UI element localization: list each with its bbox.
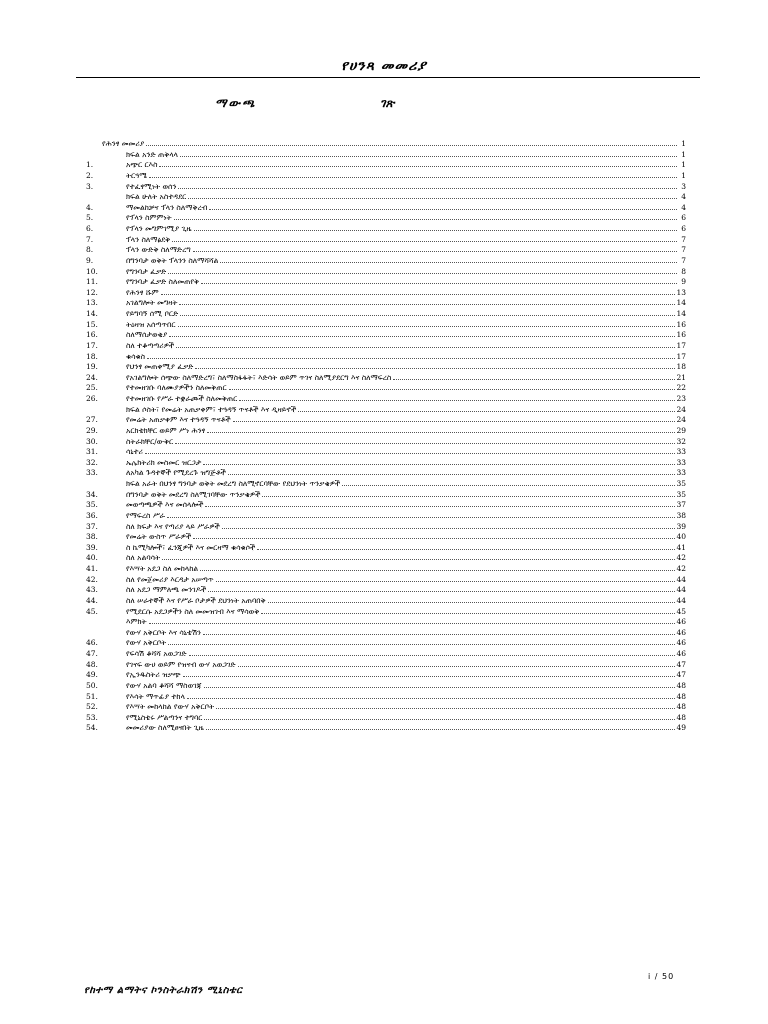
toc-entry-title: ስለ አደጋ ማምለጫ መንገዶች (126, 585, 207, 595)
toc-leader-dots (238, 660, 676, 667)
toc-leader-dots (175, 437, 675, 444)
toc-entry-title: የግንባታ ፈቃድ (126, 266, 167, 276)
toc-entry[interactable] (86, 585, 686, 596)
toc-entry-number: 18. (86, 351, 98, 361)
toc-leader-dots (393, 373, 675, 380)
toc-entry[interactable] (86, 649, 686, 660)
toc-entry-title: አገልግሎት መግዛት (126, 298, 178, 308)
toc-entry[interactable] (86, 352, 686, 363)
toc-entry[interactable] (86, 341, 686, 352)
toc-entry-number: 51. (86, 691, 98, 701)
toc-entry[interactable] (86, 575, 686, 586)
toc-entry-number: 10. (86, 266, 98, 276)
toc-entry-page: 48 (676, 712, 686, 722)
toc-entry-number: 30. (86, 436, 98, 446)
toc-entry-number: 38. (86, 532, 98, 542)
toc-leader-dots (149, 617, 676, 624)
toc-entry-title: የተመዘገቡ ባለሙያዎችን ስለመቅጠር (126, 383, 227, 393)
toc-entry-number: 43. (86, 585, 98, 595)
toc-entry-number: 14. (86, 309, 98, 318)
toc-entry-number: 52. (86, 702, 98, 712)
toc-leader-dots (203, 458, 675, 465)
toc-entry-number: 39. (86, 542, 98, 552)
toc-entry[interactable] (86, 692, 686, 703)
toc-leader-dots (207, 426, 675, 433)
toc-leader-dots (268, 596, 676, 603)
toc-leader-dots (167, 511, 676, 518)
toc-entry[interactable] (86, 256, 686, 267)
toc-entry-page: 45 (676, 606, 686, 616)
toc-entry-title: የማፍረስ ሥራ (126, 510, 165, 520)
toc-leader-dots (189, 649, 676, 656)
toc-leader-dots (216, 702, 675, 709)
toc-entry[interactable] (86, 160, 686, 171)
toc-entry-number: 1. (86, 160, 94, 170)
toc-entry[interactable] (86, 437, 686, 448)
toc-entry-number: 34. (86, 489, 98, 499)
toc-entry-title: መወጣጫዎች እና መሰላሎች (126, 500, 204, 510)
toc-leader-dots (146, 139, 677, 146)
toc-entry[interactable] (86, 394, 686, 405)
toc-entry-page: 1 (681, 170, 686, 180)
toc-entry-page: 35 (676, 489, 686, 499)
toc-entry-title: ስለ ክፍታ እና የጣሪያ ላይ ሥራዎች (126, 521, 220, 531)
toc-entry-page: 44 (676, 574, 686, 584)
toc-entry-page: 47 (676, 659, 686, 669)
toc-leader-dots (216, 575, 676, 582)
toc-entry-number: 40. (86, 553, 98, 563)
toc-entry-title: የሚደርሱ አደጋዎችን ስለ መመዝገብ እና ማሳወቅ (126, 606, 260, 616)
toc-leader-dots (145, 447, 676, 454)
toc-entry[interactable] (86, 171, 686, 182)
toc-entry-page: 44 (676, 585, 686, 595)
toc-leader-dots (262, 490, 675, 497)
toc-entry-number: 25. (86, 383, 98, 393)
toc-entry-number: 6. (86, 224, 94, 233)
toc-entry-page: 33 (676, 457, 686, 467)
toc-entry-number: 32. (86, 457, 98, 467)
toc-entry[interactable] (86, 213, 686, 224)
toc-entry[interactable] (86, 426, 686, 437)
toc-entry-page: 14 (676, 298, 686, 308)
toc-entry-title: የእሣት አደጋ ስለ መከላከል (126, 564, 199, 573)
toc-leader-dots (188, 192, 677, 199)
toc-leader-dots (178, 320, 676, 327)
toc-entry-title: የፕላን መግምገሚያ ጊዜ (126, 224, 192, 233)
toc-entry-number: 37. (86, 521, 98, 531)
toc-entry-number: 53. (86, 712, 98, 722)
footer-ministry-name: የከተማ ልማትና ኮንስትራክሽን ሚኒስቴር (84, 985, 243, 996)
toc-entry-title: ቁሳቁስ (126, 351, 146, 361)
toc-leader-dots (342, 479, 675, 486)
toc-entry-number: 50. (86, 680, 98, 690)
toc-leader-dots (204, 713, 675, 720)
toc-entry[interactable] (86, 670, 686, 681)
toc-entry[interactable] (86, 638, 686, 649)
toc-leader-dots (149, 171, 677, 178)
toc-entry[interactable] (86, 596, 686, 607)
toc-entry-page: 39 (676, 521, 686, 531)
toc-entry-title: የውሃ አቅርቦት እና ሳኒቴሽን (126, 627, 201, 637)
document-title: የሀንጻ መመሪያ (341, 58, 427, 74)
toc-leader-dots (168, 638, 675, 645)
toc-leader-dots (298, 405, 675, 412)
toc-entry-page: 47 (676, 670, 686, 680)
toc-entry-title: ስለ አልባሳት (126, 553, 161, 563)
toc-leader-dots (200, 564, 675, 571)
toc-entry-page: 42 (676, 564, 686, 573)
toc-entry[interactable] (86, 458, 686, 469)
toc-leader-dots (159, 160, 677, 167)
toc-entry[interactable] (86, 405, 686, 416)
toc-entry-title: በግንባታ ወቅት መደረግ ስለሚገባቸው ጥንቃቄዎች (126, 489, 261, 499)
toc-entry-number: 54. (86, 723, 98, 733)
toc-entry[interactable] (86, 224, 686, 235)
toc-entry-number: 44. (86, 595, 98, 605)
toc-leader-dots (209, 203, 677, 210)
toc-leader-dots (220, 256, 677, 263)
toc-entry-page: 37 (676, 500, 686, 510)
toc-leader-dots (174, 213, 677, 220)
toc-entry[interactable] (86, 267, 686, 278)
toc-entry-page: 9 (681, 277, 686, 287)
toc-entry[interactable] (86, 139, 686, 150)
toc-leader-dots (162, 553, 675, 560)
toc-entry-page: 21 (676, 372, 686, 382)
toc-entry[interactable] (86, 415, 686, 426)
toc-entry-title: የህንፃ መጠቀሚያ ፈቃድ (126, 362, 194, 372)
toc-leader-dots (172, 235, 677, 242)
toc-entry-page: 29 (676, 425, 686, 435)
toc-entry[interactable] (86, 182, 686, 193)
toc-entry-title: የእሣት መከላከል የውሃ አቅርቦት (126, 702, 215, 712)
toc-entry-title: የፕላን ስምምነት (126, 213, 172, 223)
toc-entry-number: 27. (86, 415, 98, 425)
toc-entry-page: 7 (681, 234, 686, 244)
toc-entry[interactable] (86, 543, 686, 554)
toc-leader-dots (228, 468, 675, 475)
toc-entry-title: የውሃ አልባ ቆሻሻ ማስወገጃ (126, 680, 202, 690)
toc-entry[interactable] (86, 288, 686, 299)
toc-entry-page: 44 (676, 595, 686, 605)
toc-leader-dots (194, 224, 678, 231)
toc-entry-page: 1 (681, 139, 686, 148)
toc-entry-page: 1 (681, 160, 686, 170)
toc-page-heading: ገጽ (380, 96, 395, 110)
toc-entry-number: 49. (86, 670, 98, 680)
page-number: i / 50 (648, 972, 675, 981)
table-of-contents (86, 139, 686, 734)
toc-entry-page: 48 (676, 691, 686, 701)
toc-entry[interactable] (86, 628, 686, 639)
toc-entry-page: 13 (676, 287, 686, 297)
toc-leader-dots (204, 681, 676, 688)
toc-entry-title: የተፈፃሚነት ወሰን (126, 181, 177, 191)
toc-leader-dots (208, 585, 675, 592)
toc-entry-number: 7. (86, 234, 94, 244)
toc-entry-page: 6 (681, 213, 686, 223)
toc-entry-number: 19. (86, 362, 98, 372)
toc-entry-page: 18 (676, 362, 686, 372)
toc-entry-page: 46 (676, 617, 686, 627)
toc-entry-number: 42. (86, 574, 98, 584)
toc-leader-dots (239, 394, 675, 401)
toc-entry[interactable] (86, 607, 686, 618)
toc-entry[interactable] (86, 235, 686, 246)
toc-leader-dots (169, 330, 675, 337)
toc-entry-title: ስለ ሠራተኞች እና የሥራ ቦታዎች ደህንነት አጠባበቅ (126, 595, 266, 605)
toc-entry-number: 26. (86, 394, 98, 403)
toc-entry-page: 8 (681, 266, 686, 276)
toc-entry-title: የግንባታ ፈቃድ ስለመጠየቅ (126, 277, 200, 287)
toc-entry-page: 40 (676, 532, 686, 542)
toc-entry-title: የፍሳሽ ቆሻሻ አወጋገድ (126, 649, 187, 658)
toc-entry-page: 7 (681, 255, 686, 265)
toc-entry-number: 2. (86, 170, 94, 180)
toc-entry-page: 17 (676, 340, 686, 350)
toc-entry-page: 22 (676, 383, 686, 393)
toc-entry-page: 16 (676, 330, 686, 340)
toc-entry-number: 4. (86, 202, 94, 212)
toc-entry-number: 35. (86, 500, 98, 510)
toc-entry-page: 32 (676, 436, 686, 446)
toc-entry-title: የተመዘገቡ የሥራ ተቋራጮች ስለመቅጠር (126, 394, 238, 403)
toc-entry[interactable] (86, 660, 686, 671)
toc-entry-page: 48 (676, 680, 686, 690)
toc-entry-number: 29. (86, 425, 98, 435)
toc-leader-dots (193, 532, 675, 539)
toc-entry[interactable] (86, 330, 686, 341)
toc-entry-title: ስለማሰታወቂያ (126, 330, 168, 340)
toc-entry[interactable] (86, 245, 686, 256)
toc-entry-title: ለአካል ጉዳተኞች የሚደረጉ ዝግጅቶች (126, 468, 226, 478)
toc-entry-title: የውሃ አቅርቦት (126, 638, 167, 648)
toc-entry-number: 13. (86, 298, 98, 308)
toc-entry[interactable] (86, 702, 686, 713)
toc-entry-number: 46. (86, 638, 98, 648)
toc-entry-page: 16 (676, 319, 686, 329)
toc-entry-title: ፕላን ውድቅ ስለማድረግ (126, 245, 191, 255)
toc-entry-title: ክፍል አንድ ጠቅላላ (126, 149, 179, 159)
toc-entry[interactable] (86, 320, 686, 331)
toc-entry-title: ፕላን ስለማፅደቅ (126, 234, 171, 244)
toc-entry-title: ስለ ተቆጣጣሪዎች (126, 340, 175, 350)
toc-entry[interactable] (86, 713, 686, 724)
toc-entry-page: 49 (676, 723, 686, 733)
toc-entry[interactable] (86, 362, 686, 373)
toc-entry-page: 41 (676, 542, 686, 552)
toc-entry-title: አርክቴክቸር ወይም ሥነ ሕንፃ (126, 425, 206, 435)
toc-entry-page: 4 (681, 192, 686, 202)
toc-entry-number: 16. (86, 330, 98, 340)
toc-entry[interactable] (86, 511, 686, 522)
toc-entry-title: የእሳት ማጥፊያ ተከላ (126, 691, 185, 701)
toc-entry-title: የይግባኝ ሰሚ ቦርድ (126, 309, 179, 318)
toc-entry-title: ክፍል አራት በህንፃ ግንባታ ወቅት መደረግ ስለሚኖርባቸው የደህንነት ጥንቃቄዎች (126, 479, 341, 488)
toc-leader-dots (261, 607, 675, 614)
toc-entry-page: 38 (676, 510, 686, 520)
toc-heading: ማውጫ (215, 96, 257, 110)
toc-entry-number: 36. (86, 510, 98, 520)
toc-leader-dots (183, 670, 676, 677)
toc-entry-title: የሚኒስቴሩ ሥልጣንና ተግባር (126, 712, 203, 722)
toc-leader-dots (180, 150, 677, 157)
toc-leader-dots (195, 362, 675, 369)
toc-entry-number: 3. (86, 181, 94, 191)
toc-leader-dots (178, 182, 677, 189)
toc-entry-number: 31. (86, 447, 98, 457)
toc-entry-page: 48 (676, 702, 686, 712)
toc-entry-number: 8. (86, 245, 94, 255)
toc-entry-page: 46 (676, 649, 686, 658)
toc-leader-dots (187, 692, 676, 699)
toc-leader-dots (229, 383, 676, 390)
toc-entry[interactable] (86, 447, 686, 458)
toc-entry-title: ትዕዛዝ አሰጣጥበር (126, 319, 176, 329)
toc-entry-page: 24 (676, 404, 686, 414)
toc-entry[interactable] (86, 277, 686, 288)
toc-leader-dots (168, 267, 677, 274)
toc-entry[interactable] (86, 373, 686, 384)
toc-entry-title: ማመልከቻና ፕላን ስለማቅረብ (126, 202, 208, 212)
toc-entry-title: የአገልግሎት ሰጭው ስለማድረግ፣ ስለማስፋፋት፣ እድሳት ወይም ጥገና ስለሚያደርግ እና ስለማፍረስ (126, 372, 392, 382)
toc-entry-title: የሕንፃ ሹም (126, 287, 159, 297)
toc-entry-title: ኤሌክትሪክ መስመር ዝርጋታ (126, 457, 202, 467)
toc-entry-title: ክፍል ሁለት አስተዳደር (126, 192, 187, 202)
toc-entry-page: 14 (676, 309, 686, 318)
toc-entry[interactable] (86, 309, 686, 320)
toc-entry-title: ትርጓሜ (126, 170, 147, 180)
toc-entry-number: 24. (86, 372, 98, 382)
toc-entry-page: 46 (676, 638, 686, 648)
toc-entry-page: 7 (681, 245, 686, 255)
toc-entry-number: 15. (86, 319, 98, 329)
toc-entry-title: ስ ኬሚካሎች፣ ፈንጂዎች እና መርዛማ ቁሳቁሶች (126, 542, 256, 552)
toc-entry[interactable] (86, 383, 686, 394)
toc-entry-title: አጭር ርእስ (126, 160, 158, 170)
toc-leader-dots (180, 309, 675, 316)
title-rule (76, 77, 700, 78)
toc-entry-title: ክፍል ሶስት፣ የመሬት አጠቃቀም፣ ተጓዳኝ ጥናቶች እና ዲዛይኖች (126, 404, 297, 414)
toc-entry-title: ስትራክቸር/ውቅር (126, 436, 174, 446)
toc-entry[interactable] (86, 490, 686, 501)
toc-entry[interactable] (86, 617, 686, 628)
toc-leader-dots (206, 723, 676, 730)
toc-entry-title: ስለ የመጀመሪያ እርዳታ አሠጣጥ (126, 574, 214, 584)
toc-entry[interactable] (86, 681, 686, 692)
toc-entry[interactable] (86, 203, 686, 214)
toc-entry[interactable] (86, 564, 686, 575)
toc-entry-page: 4 (681, 202, 686, 212)
toc-entry-number: 11. (86, 277, 98, 287)
toc-entry-title: የመሬት አጠቃቀም እና ተጓዳኝ ጥናቶች (126, 415, 231, 425)
toc-entry-number: 17. (86, 340, 98, 350)
toc-entry[interactable] (86, 468, 686, 479)
toc-entry[interactable] (86, 479, 686, 490)
toc-entry-page: 23 (676, 394, 686, 403)
toc-entry-page: 42 (676, 553, 686, 563)
toc-entry-page: 33 (676, 447, 686, 457)
toc-entry[interactable] (86, 723, 686, 734)
toc-entry-number: 33. (86, 468, 98, 478)
toc-entry-title: የኢንዱስትሪ ዝቃጭ (126, 670, 181, 680)
toc-entry-title: ሳኒተሪ (126, 447, 143, 457)
toc-entry-page: 17 (676, 351, 686, 361)
toc-entry[interactable] (86, 192, 686, 203)
toc-leader-dots (147, 352, 675, 359)
toc-entry-number: 5. (86, 213, 94, 223)
toc-entry-title: የሕንፃ መመሪያ (102, 139, 145, 148)
toc-entry[interactable] (86, 532, 686, 543)
toc-entry-number: 41. (86, 564, 98, 573)
toc-leader-dots (203, 628, 676, 635)
toc-entry[interactable] (86, 522, 686, 533)
toc-entry[interactable] (86, 553, 686, 564)
toc-entry-page: 3 (681, 181, 686, 191)
toc-entry-page: 6 (681, 224, 686, 233)
toc-entry-title: በግንባታ ወቅት ፕላንን ስለማሻሻል (126, 255, 219, 265)
toc-entry-title: የገናፍ ውሀ ወይም የዝናብ ውሃ አወጋገድ (126, 659, 236, 669)
toc-entry[interactable] (86, 500, 686, 511)
toc-leader-dots (176, 341, 675, 348)
toc-entry-page: 33 (676, 468, 686, 478)
toc-leader-dots (193, 245, 677, 252)
toc-entry-number: 9. (86, 255, 94, 265)
toc-leader-dots (161, 288, 676, 295)
toc-entry[interactable] (86, 150, 686, 161)
toc-entry-title: እምክት (126, 617, 147, 627)
toc-entry-page: 1 (681, 149, 686, 159)
toc-entry-page: 24 (676, 415, 686, 425)
toc-leader-dots (201, 277, 677, 284)
toc-entry-number: 47. (86, 649, 98, 658)
toc-leader-dots (222, 522, 676, 529)
toc-entry-title: የመሬት ውስጥ ሥራዎች (126, 532, 192, 542)
toc-leader-dots (179, 298, 675, 305)
toc-leader-dots (233, 415, 676, 422)
toc-entry-title: መመሪያው ስለሚፀናበት ጊዜ (126, 723, 204, 733)
toc-leader-dots (257, 543, 675, 550)
toc-leader-dots (205, 500, 675, 507)
toc-entry-number: 48. (86, 659, 98, 669)
toc-entry-number: 12. (86, 287, 98, 297)
toc-entry-number: 45. (86, 606, 98, 616)
toc-entry-page: 35 (676, 479, 686, 488)
toc-entry[interactable] (86, 298, 686, 309)
toc-entry-page: 46 (676, 627, 686, 637)
